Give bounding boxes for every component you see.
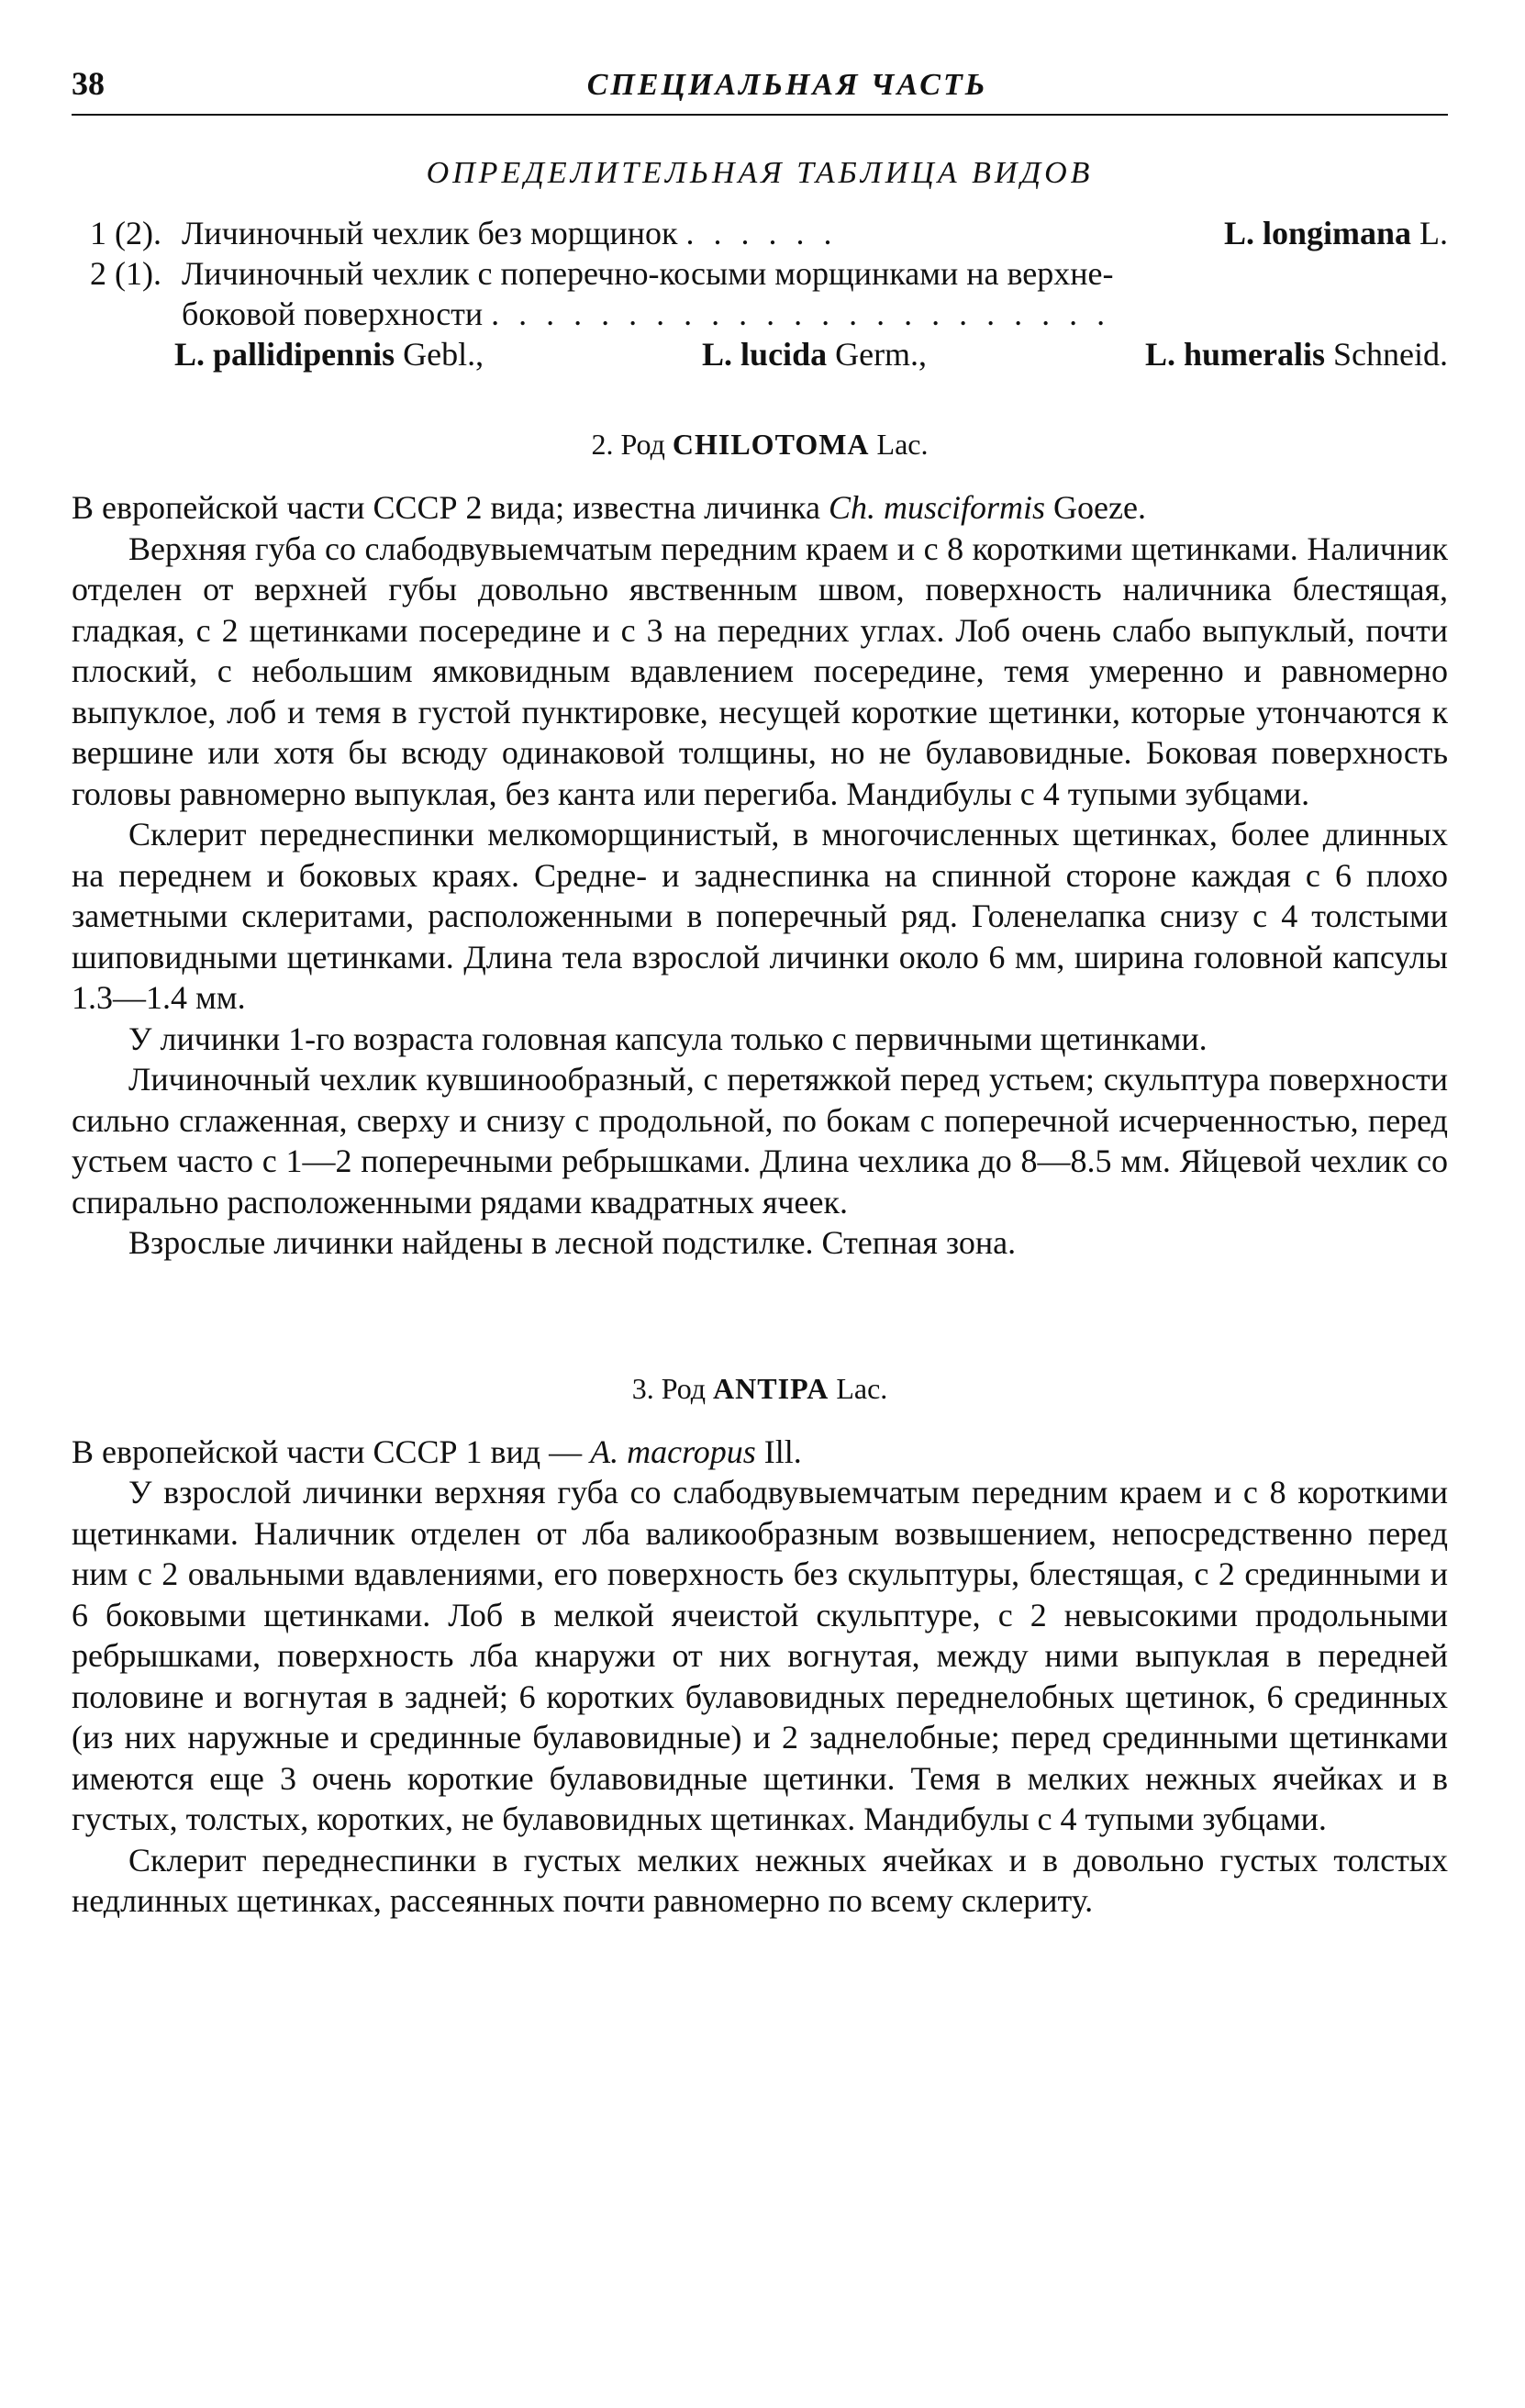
leader-dots: . . . . . . . . . . . . . . . . . . . . . . . [491,295,1111,332]
page-number: 38 [72,65,105,102]
species-name: L. longimana [1223,215,1411,251]
key-couplet-1 [72,213,1448,253]
running-title: СПЕЦИАЛЬНАЯ ЧАСТЬ [586,68,988,102]
paragraph: Склерит переднеспинки в густых мелких нежных ячейках и в довольно густых толстых недлинных щетинках, рассеянных почти равномерно по всему склериту. [72,1841,1448,1919]
paragraph: В европейской части СССР 1 вид — A. macropus Ill. [72,1433,802,1470]
paragraph: Личиночный чехлик кувшинообразный, с перетяжкой перед устьем; скульптура поверхности сильно сглаженная, сверху и снизу с продольной, по бокам с поперечной исчерченностью, перед устьем часто с 1—2 поперечными ребрышками. Длина чехлика до 8—8.5 мм. Яйцевой чехлик со спирально расположенными рядами квадратных ячеек. [72,1061,1448,1221]
key-couplet-2 [72,253,1448,334]
species-name: L. humeralis [1145,336,1326,373]
paragraph: У личинки 1-го возраста головная капсула только с первичными щетинками. [128,1020,1208,1057]
couplet-text: Личиночный чехлик без морщинок [182,215,678,251]
page-header [72,64,1448,116]
species-author: Germ., [835,336,928,373]
genus-heading-antipa: 3. Род ANTIPA Lac. [631,1371,888,1405]
couplet-number: 2 (1). [90,255,161,292]
species-name: L. lucida [702,336,828,373]
paragraph: Склерит переднеспинки мелкоморщинистый, в многочисленных щетинках, более длинных на переднем и боковых краях. Средне- и заднеспинка на спинной стороне каждая с 6 плохо заметными склеритами, расположенными в поперечный ряд. Голенелапка снизу с 4 толстыми шиповидными щетинками. Длина тела взрослой личинки около 6 мм, ширина головной капсулы 1.3—1.4 мм. [72,816,1448,1016]
species-author: Schneid. [1333,336,1448,373]
book-page [72,64,1448,1922]
paragraph: В европейской части СССР 2 вида; известна личинка Ch. musciformis Goeze. [72,489,1146,526]
species-name: L. pallidipennis [174,336,395,373]
couplet-number: 1 (2). [90,215,161,251]
paragraph: Верхняя губа со слабодвувыемчатым передним краем и с 8 короткими щетинками. Наличник отделен от верхней губы довольно явственным швом, поверхность наличника блестящая, гладкая, с 2 щетинками посередине и с 3 на передних углах. Лоб очень слабо выпуклый, почти плоский, с небольшим ямковидным вдавлением посередине, темя умеренно и равномерно выпуклое, лоб и темя в густой пунктировке, несущей короткие щетинки, которые утончаются к вершине или хотя бы всюду одинаковой толщины, но не булавовидные. Боковая поверхность головы равномерно выпуклая, без канта или перегиба. Мандибулы с 4 тупыми зубцами. [72,530,1448,812]
genus-heading-chilotoma: 2. Род CHILOTOMA Lac. [591,428,929,461]
species-author: L. [1419,215,1448,251]
key-couplet-2-species [72,334,1448,374]
species-author: Gebl., [403,336,484,373]
paragraph: Взрослые личинки найдены в лесной подстилке. Степная зона. [128,1224,1017,1261]
identification-key [72,213,1448,374]
couplet-text: боковой поверхности [182,295,484,332]
couplet-text: Личиночный чехлик с поперечно-косыми морщинками на верхне- [182,255,1114,292]
paragraph: У взрослой личинки верхняя губа со слабодвувыемчатым передним краем и с 8 короткими щетинками. Наличник отделен от лба валикообразным возвышением, непосредственно перед ним с 2 овальными вдавлениями, его поверхность без скульптуры, блестящая, с 2 срединными и 6 боковыми щетинками. Лоб в мелкой ячеистой скульптуре, с 2 невысокими продольными ребрышками, поверхность лба кнаружи от них вогнутая, между ними выпуклая в передней половине и вогнутая в задней; 6 коротких булавовидных переднелобных щетинок, 6 срединных (из них наружные и срединные булавовидные) и 2 заднелобные; перед срединными щетинками имеются еще 3 очень короткие булавовидные щетинки. Темя в мелких нежных ячейках и в густых, толстых, коротких, не булавовидных щетинках. Мандибулы с 4 тупыми зубцами. [72,1474,1448,1837]
key-title: ОПРЕДЕЛИТЕЛЬНАЯ ТАБЛИЦА ВИДОВ [426,156,1094,190]
leader-dots: . . . . . . [685,215,838,251]
